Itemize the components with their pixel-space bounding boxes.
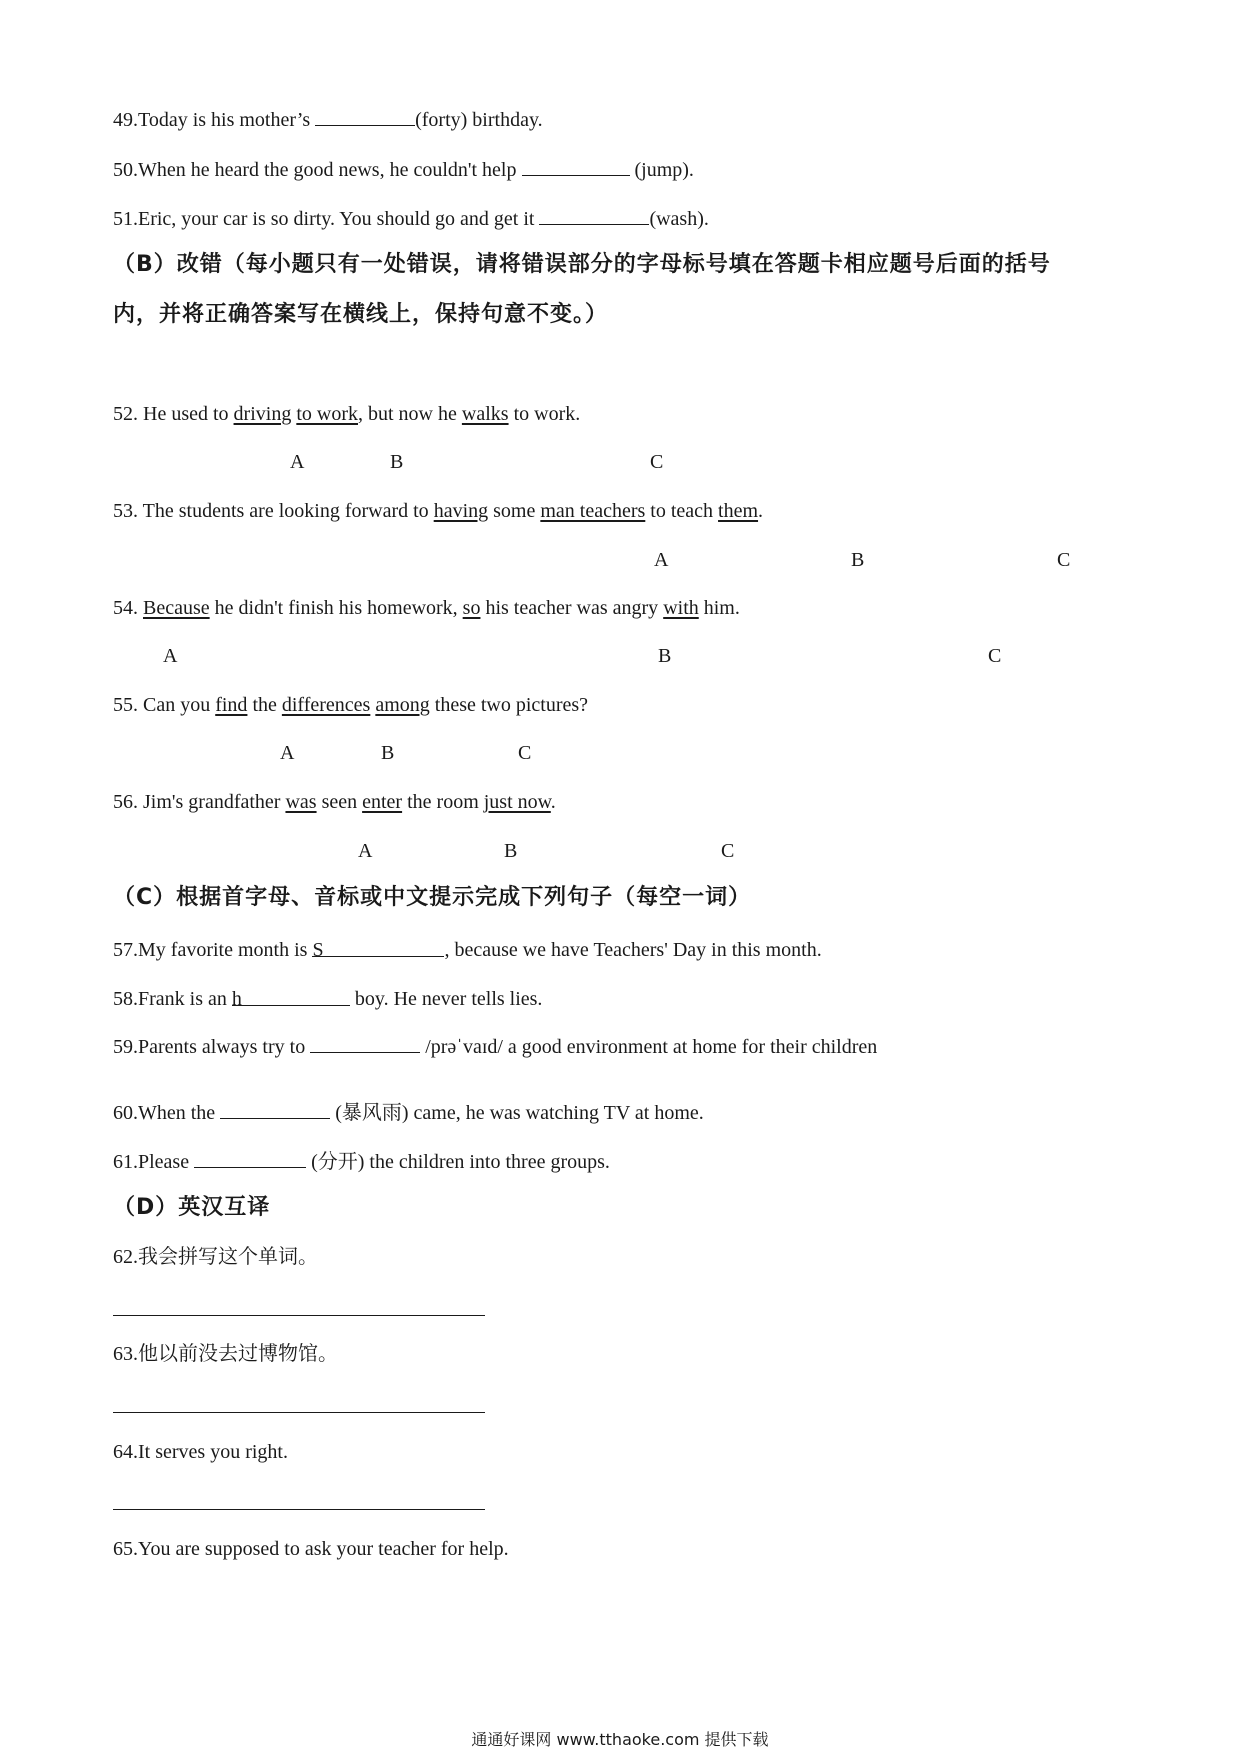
answer-blank[interactable] [315, 107, 415, 126]
option-a-text: find [215, 694, 248, 716]
option-a-text: was [285, 791, 317, 813]
page-footer: 通通好课网 www.tthaoke.com 提供下载 [471, 1730, 769, 1749]
answer-line[interactable] [113, 1509, 485, 1510]
question-49: 49.Today is his mother’s (forty) birthday. [113, 109, 543, 131]
option-c-text: just now [483, 791, 551, 813]
answer-blank[interactable] [194, 1149, 306, 1168]
label-c: C [650, 451, 664, 473]
section-c-heading: （C）根据首字母、音标或中文提示完成下列句子（每空一词） [113, 885, 752, 910]
question-50: 50.When he heard the good news, he couldn't help (jump). [113, 159, 694, 181]
answer-blank[interactable] [522, 157, 630, 176]
question-64: 64.It serves you right. [113, 1441, 288, 1463]
option-b-text: enter [362, 791, 403, 813]
label-a: A [358, 840, 373, 862]
option-c-text: with [663, 597, 699, 619]
label-b: B [381, 742, 395, 764]
question-62: 62.我会拼写这个单词。 [113, 1246, 318, 1268]
label-b: B [658, 645, 672, 667]
answer-blank[interactable] [220, 1100, 330, 1119]
label-c: C [518, 742, 532, 764]
question-59: 59.Parents always try to /prəˈvaɪd/ a good environment at home for their children [113, 1036, 878, 1058]
option-c-text: among [375, 694, 430, 716]
label-a: A [654, 549, 669, 571]
question-63: 63.他以前没去过博物馆。 [113, 1343, 338, 1365]
section-b-heading: （B）改错（每小题只有一处错误，请将错误部分的字母标号填在答题卡相应题号后面的括号 [113, 252, 1051, 277]
option-b-text: to work [296, 403, 358, 425]
question-61: 61.Please (分开) the children into three groups. [113, 1151, 610, 1173]
label-c: C [1057, 549, 1071, 571]
label-b: B [390, 451, 404, 473]
answer-blank[interactable] [310, 1034, 420, 1053]
option-b-text: so [462, 597, 481, 619]
answer-blank[interactable] [539, 206, 649, 225]
question-54: 54. Because he didn't finish his homework, so his teacher was angry with him. [113, 597, 740, 619]
label-a: A [280, 742, 295, 764]
question-56: 56. Jim's grandfather was seen enter the room just now. [113, 791, 556, 813]
label-c: C [721, 840, 735, 862]
option-a-text: Because [143, 597, 210, 619]
label-b: B [504, 840, 518, 862]
question-53: 53. The students are looking forward to having some man teachers to teach them. [113, 500, 764, 522]
option-b-text: differences [281, 694, 371, 716]
label-c: C [988, 645, 1002, 667]
answer-line[interactable] [113, 1315, 485, 1316]
question-57: 57.My favorite month is S , because we have Teachers' Day in this month. [113, 939, 822, 961]
answer-line[interactable] [113, 1412, 485, 1413]
question-52: 52. He used to driving to work, but now he walks to work. [113, 403, 581, 425]
option-c-text: walks [461, 403, 509, 425]
option-c-text: them [718, 500, 759, 522]
question-60: 60.When the (暴风雨) came, he was watching TV at home. [113, 1102, 704, 1124]
label-b: B [851, 549, 865, 571]
section-b-heading-cont: 内，并将正确答案写在横线上，保持句意不变。） [113, 302, 609, 327]
question-58: 58.Frank is an h boy. He never tells lies. [113, 988, 543, 1010]
option-a-text: driving [233, 403, 292, 425]
label-a: A [163, 645, 178, 667]
section-d-heading: （D）英汉互译 [113, 1195, 271, 1220]
option-a-text: having [433, 500, 489, 522]
question-65: 65.You are supposed to ask your teacher for help. [113, 1538, 509, 1560]
answer-blank[interactable]: S [312, 938, 444, 957]
question-51: 51.Eric, your car is so dirty. You should go and get it (wash). [113, 208, 709, 230]
option-b-text: man teachers [540, 500, 646, 522]
answer-blank[interactable]: h [232, 987, 350, 1006]
question-55: 55. Can you find the differences among these two pictures? [113, 694, 589, 716]
label-a: A [290, 451, 305, 473]
